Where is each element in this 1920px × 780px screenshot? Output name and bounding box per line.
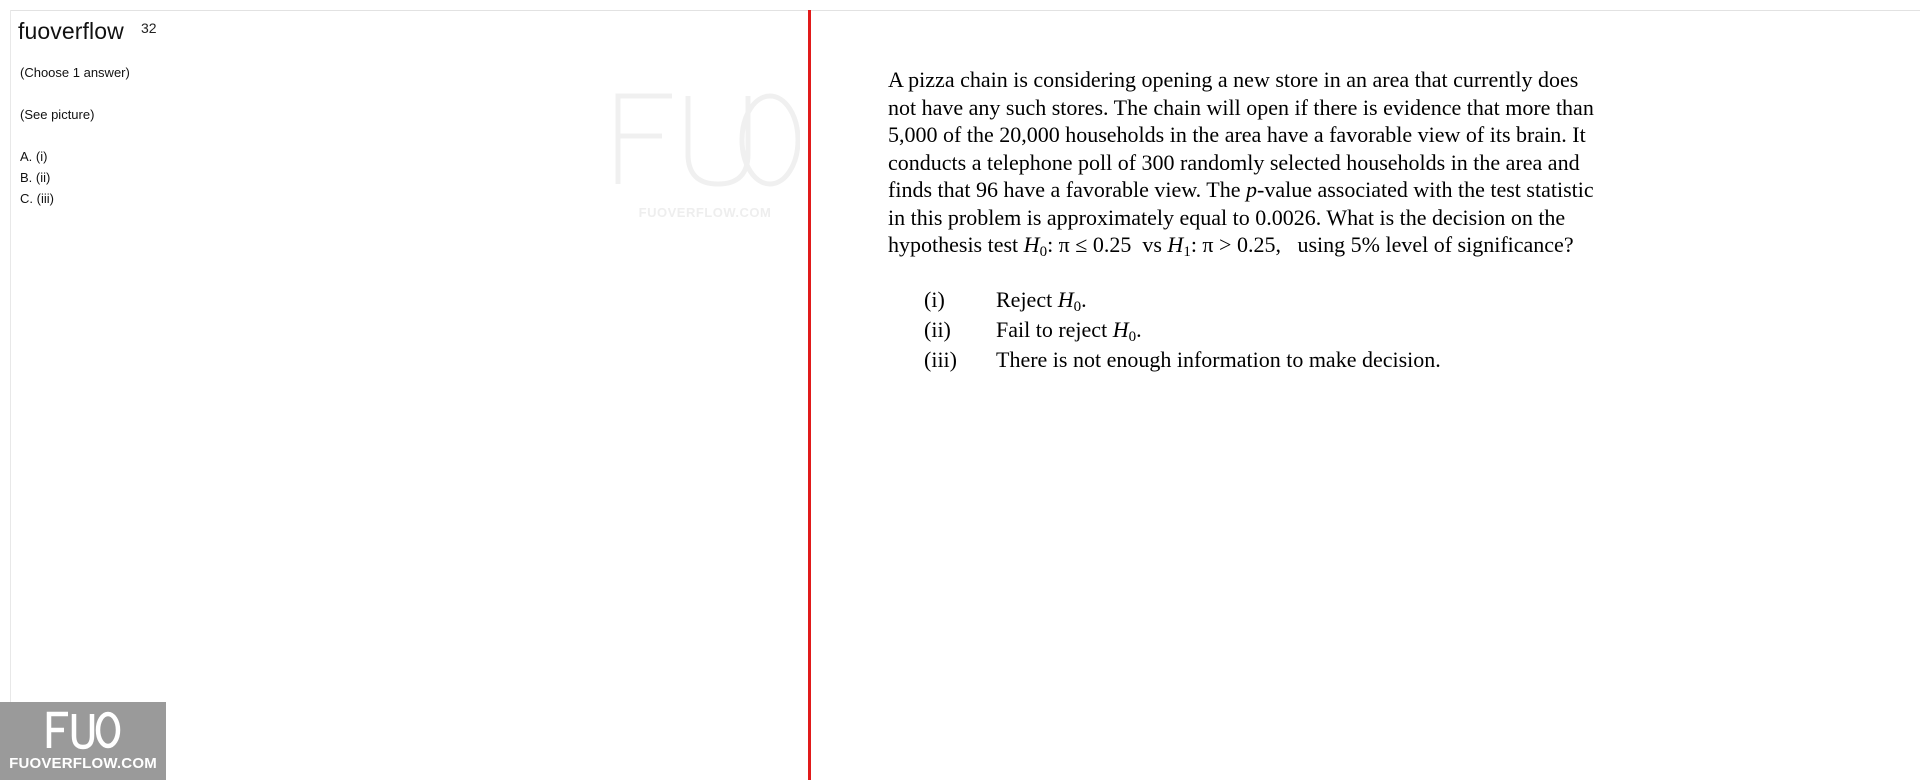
pane-divider[interactable]: [808, 10, 811, 780]
option-list: [924, 285, 1608, 375]
question-pane: [20, 62, 130, 209]
option-number: (i): [924, 286, 945, 312]
brand-tail-text: 32: [141, 20, 157, 36]
h-subscript: 0: [1073, 298, 1082, 315]
problem-text: [888, 66, 1608, 259]
h0-subscript: 0: [1039, 244, 1048, 260]
option-row: [924, 285, 1608, 315]
left-rule: [10, 10, 11, 780]
h1-expression: : π > 0.25,: [1190, 232, 1281, 257]
option-number: (ii): [924, 316, 951, 342]
h0-symbol: H: [1023, 232, 1040, 257]
fuoverflow-logo-badge[interactable]: [0, 702, 166, 780]
option-label: Fail to reject: [996, 316, 1113, 342]
see-picture-note: (See picture): [20, 107, 95, 122]
answer-option-b[interactable]: B. (ii): [20, 170, 51, 185]
option-end: .: [1136, 316, 1142, 342]
h1-subscript: 1: [1183, 244, 1191, 260]
option-row: [924, 345, 1608, 375]
significance-text: using 5% level of significance?: [1280, 232, 1574, 257]
option-text: There is not enough information to make decision.: [996, 346, 1441, 372]
option-end: .: [1081, 286, 1087, 312]
answer-option-c[interactable]: C. (iii): [20, 191, 54, 206]
h0-expression: : π ≤ 0.25: [1047, 232, 1132, 257]
answer-list: [20, 146, 130, 209]
problem-text-part: -value associated with the test statistic in this problem is approximately equal to 0.0026. What is the decision on the hypothesis test: [888, 177, 1594, 257]
option-text: [996, 285, 1087, 315]
answer-option-a[interactable]: A. (i): [20, 149, 48, 164]
option-number: (iii): [924, 346, 957, 372]
answer-instruction: (Choose 1 answer): [20, 65, 130, 80]
h-symbol: H: [1057, 286, 1074, 312]
question-image: [888, 66, 1608, 375]
h-subscript: 0: [1128, 328, 1137, 345]
fuo-watermark-logo-icon: [610, 84, 800, 194]
problem-paragraph: A pizza chain is considering opening a new store in an area that currently does not have any such stores. The chain will open if there is evidence that more than 5,000 of the 20,000 households in the area have a favorable view of its brain. It conducts a telephone poll of 300 randomly selected households in the area and finds that 96 have a favorable view.: [888, 67, 1594, 202]
watermark-text: FUOVERFLOW.COM: [638, 205, 772, 220]
h-symbol: H: [1112, 316, 1129, 342]
logo-badge-text: FUOVERFLOW.COM: [9, 755, 157, 772]
option-row: [924, 315, 1608, 345]
brand-label: fuoverflow: [12, 16, 130, 49]
p-symbol: p: [1246, 177, 1257, 202]
watermark: [610, 84, 800, 224]
top-rule: [10, 10, 1920, 11]
vs-text: vs: [1131, 232, 1168, 257]
fuo-logo-icon: [44, 710, 122, 750]
problem-text-part: The: [1206, 177, 1246, 202]
option-text: [996, 315, 1142, 345]
option-label: Reject: [996, 286, 1058, 312]
h1-symbol: H: [1167, 232, 1184, 257]
